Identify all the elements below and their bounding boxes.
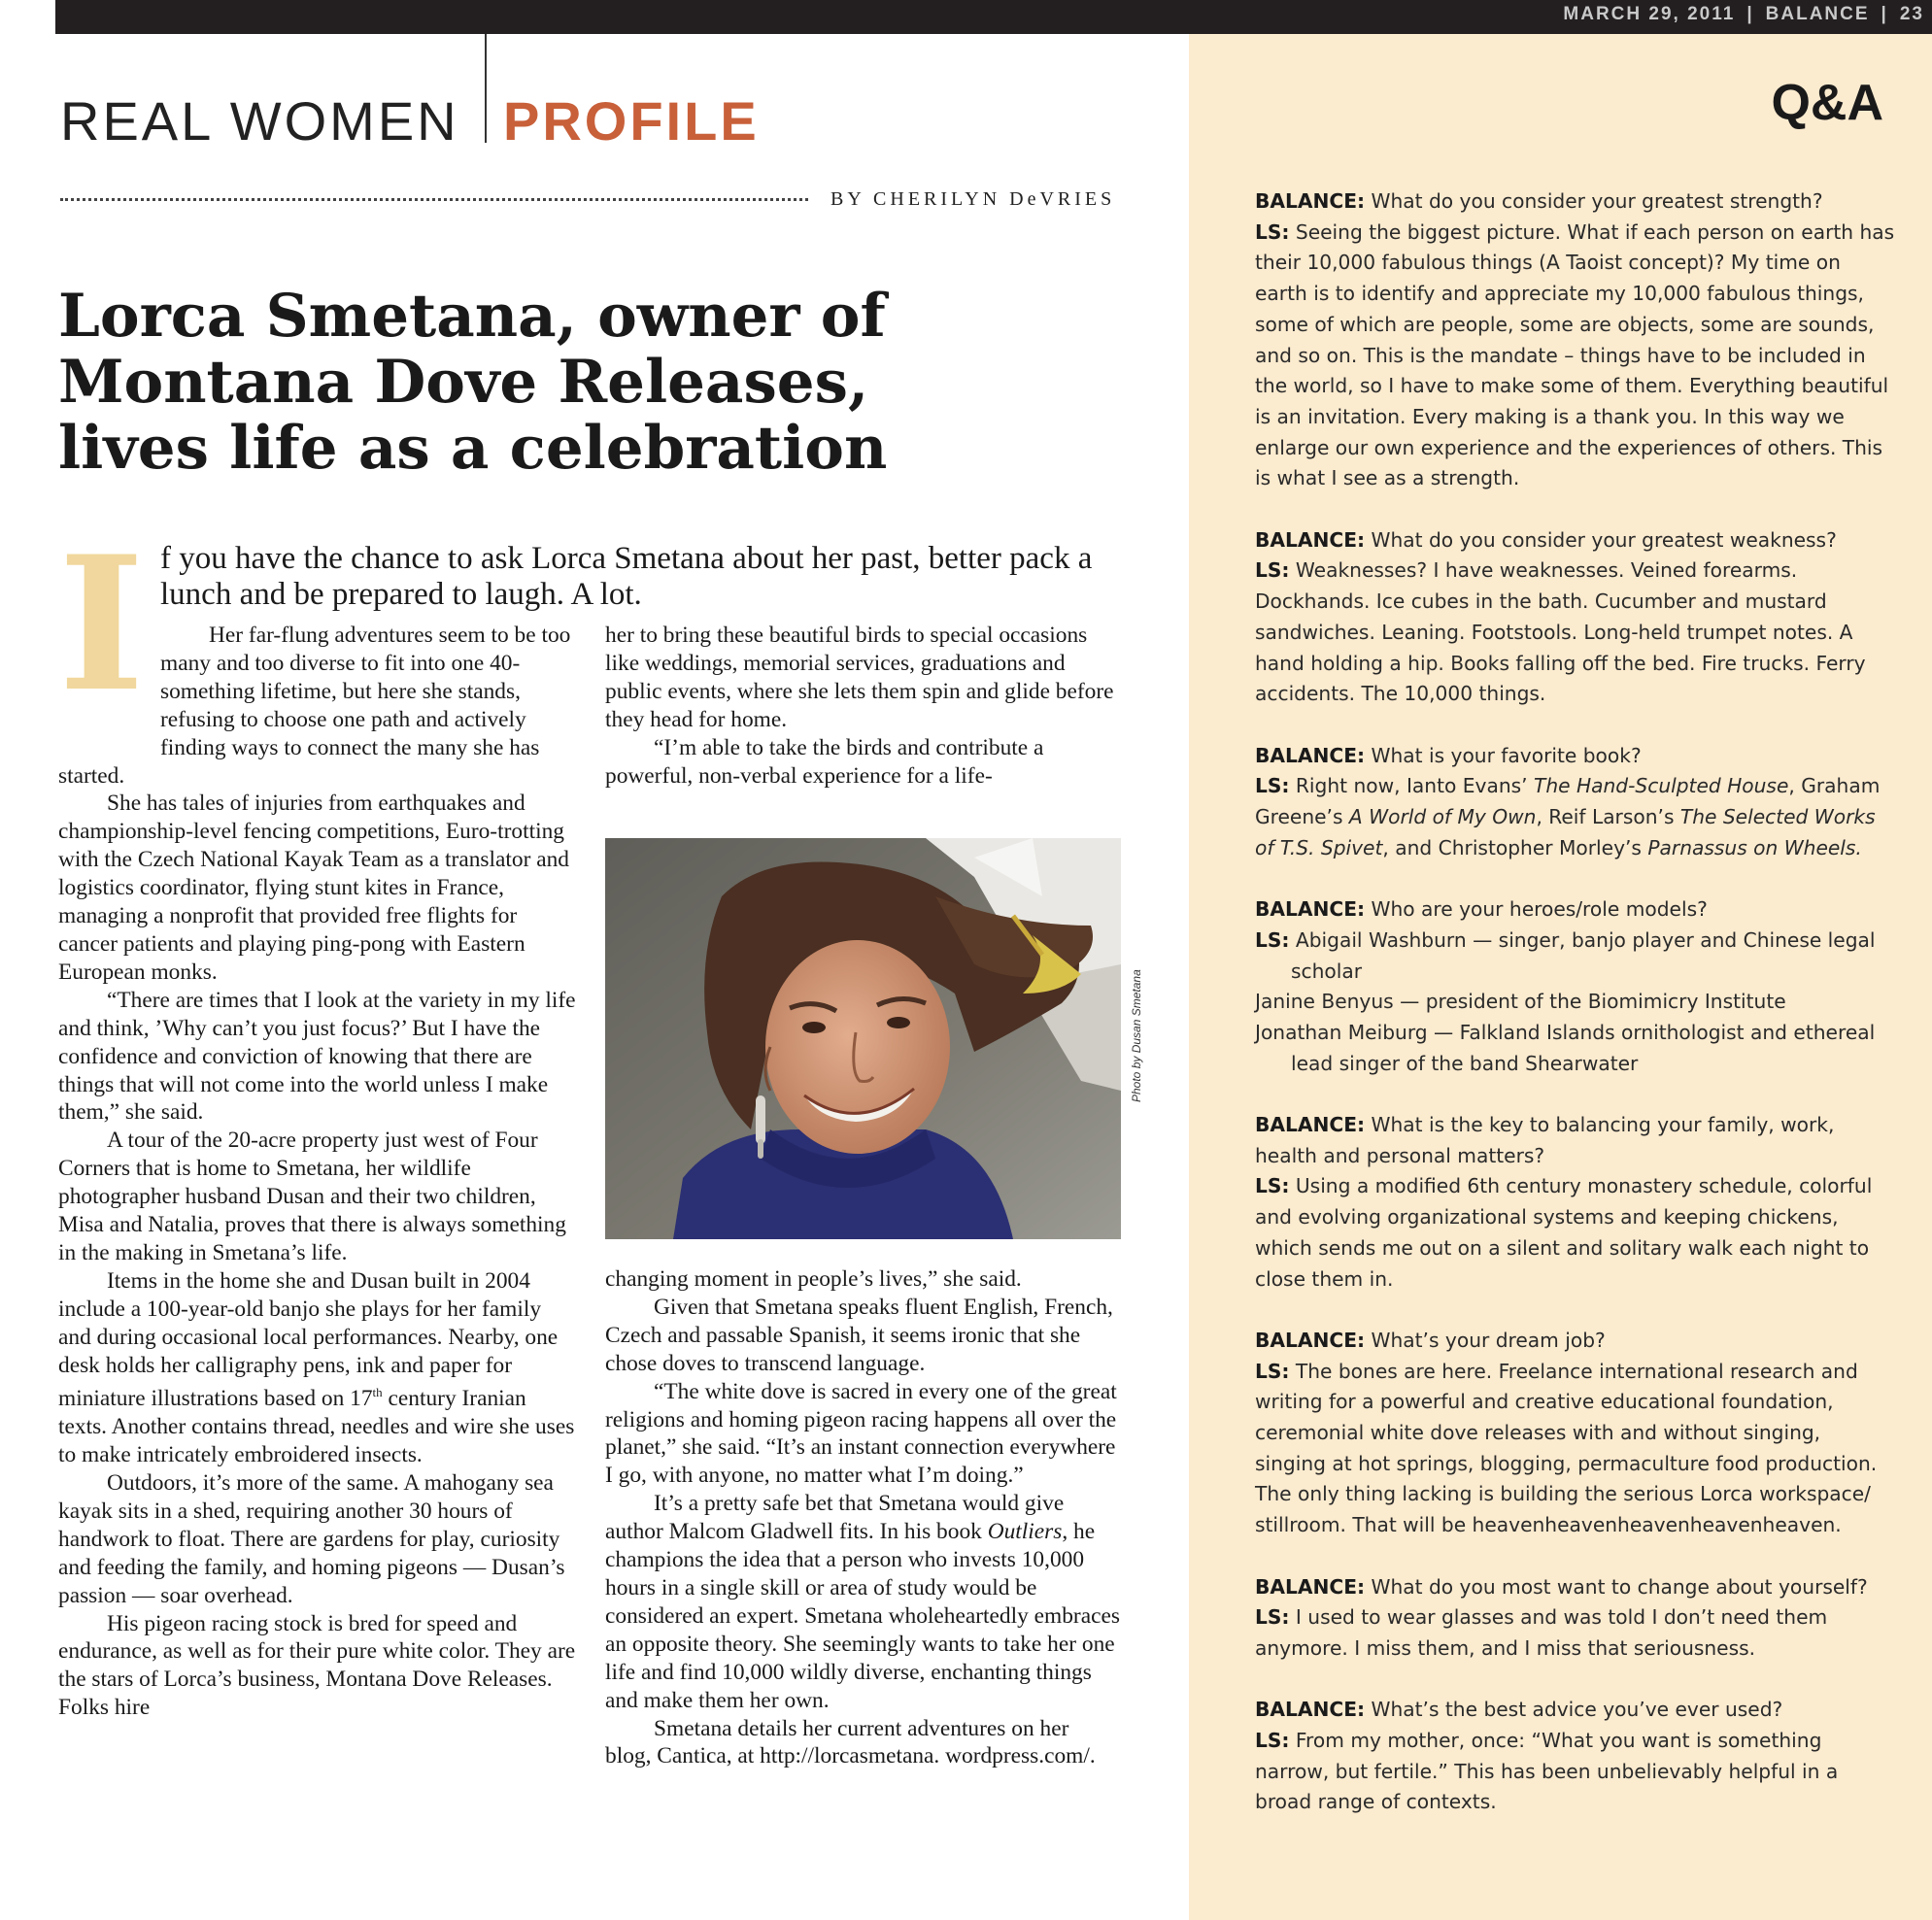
question-label: BALANCE:	[1255, 743, 1366, 767]
answer-text: , Reif Larson’s	[1536, 805, 1680, 829]
qa-answer	[1255, 771, 1896, 863]
article-paragraph: changing moment in people’s lives,” she said.	[605, 1266, 1022, 1292]
qa-answer	[1255, 218, 1896, 494]
qa-item	[1255, 186, 1896, 494]
question-text: What do you consider your greatest weakness?	[1371, 527, 1837, 552]
qa-question	[1255, 1695, 1896, 1726]
qa-list	[1255, 186, 1896, 1849]
drop-cap: I	[58, 516, 145, 732]
question-label: BALANCE:	[1255, 1328, 1366, 1352]
article-column-2-top	[605, 622, 1120, 790]
qa-question	[1255, 525, 1896, 556]
answer-label: LS:	[1255, 219, 1290, 244]
lede: f you have the chance to ask Lorca Smetana about her past, better pack a lunch and be prepared to laugh. A lot.	[160, 541, 1093, 612]
qa-answer	[1255, 1726, 1896, 1818]
article-paragraph: her to bring these beautiful birds to special occasions like weddings, memorial services, graduations and public events, where she lets them spin and glide before they head for home.	[605, 623, 1114, 732]
book-title: A World of My Own	[1348, 805, 1537, 829]
answer-label: LS:	[1255, 1729, 1290, 1753]
answer-text: The bones are here. Freelance international research and writing for a powerful and creative educational foundation, ceremonial white dove releases with and without singing, singing at hot springs, blogging, permaculture food production. The only thing lacking is building the serious Lorca workspace/ stillroom. That will be heavenheavenheavenheavenheaven.	[1255, 1359, 1878, 1537]
byline: BY CHERILYN DeVRIES	[830, 188, 1116, 210]
question-text: What’s the best advice you’ve ever used?	[1371, 1698, 1783, 1722]
article-paragraph: “There are times that I look at the variety in my life and think, ’Why can’t you just focus?’ But I have the confidence and conviction of knowing that there are things that will not come into the world unless I make them,” she said.	[58, 987, 576, 1126]
article-paragraph: She has tales of injuries from earthquakes and championship-level fencing competitions, Euro-trotting with the Czech National Kayak Team as a translator and logistics coordinator, flying stunt kites in France, managing a nonprofit that provided free flights for cancer patients and playing ping-pong with Eastern European monks.	[58, 791, 569, 985]
qa-answer	[1255, 1602, 1896, 1664]
question-text: What is the key to balancing your family, work, health and personal matters?	[1255, 1113, 1835, 1167]
article-column-2-bottom	[605, 1265, 1120, 1770]
article-paragraph: Smetana details her current adventures on her blog, Cantica, at http://lorcasmetana. wordpress.com/.	[605, 1715, 1096, 1769]
question-label: BALANCE:	[1255, 1698, 1366, 1722]
answer-text: Seeing the biggest picture. What if each person on earth has their 10,000 fabulous things (A Taoist concept)? My time on earth is to identify and appreciate my 10,000 fabulous things, some of which are people, some are objects, some are sounds, and so on. This is the mandate – things have to be included in the world, so I have to make some of them. Everything beautiful is an invitation. Every making is a thank you. In this way we enlarge our own experience and the experiences of others. This is what I see as a strength.	[1255, 219, 1895, 490]
page-number: 23	[1899, 4, 1924, 24]
question-label: BALANCE:	[1255, 897, 1366, 922]
question-label: BALANCE:	[1255, 1113, 1366, 1137]
qa-question	[1255, 186, 1896, 218]
qa-item	[1255, 1695, 1896, 1818]
qa-answer-line: Janine Benyus — president of the Biomimicry Institute	[1255, 990, 1786, 1014]
article-paragraph: “I’m able to take the birds and contribute a powerful, non-verbal experience for a life-	[605, 734, 1044, 789]
article-paragraph: Outdoors, it’s more of the same. A mahogany sea kayak sits in a shed, requiring another 30 hours of handwork to float. There are gardens for play, curiosity and feeding the family, and homing pigeons — Dusan’s passion — soar overhead.	[58, 1469, 565, 1608]
article-paragraph: Given that Smetana speaks fluent English, French, Czech and passable Spanish, it seems ironic that she chose doves to transcend language.	[605, 1294, 1113, 1376]
qa-item	[1255, 741, 1896, 864]
portrait-photo	[605, 838, 1121, 1239]
masthead-profile: PROFILE	[503, 90, 760, 152]
qa-item	[1255, 1572, 1896, 1665]
question-text: What do you most want to change about yourself?	[1371, 1574, 1868, 1599]
answer-label: LS:	[1255, 1359, 1290, 1383]
qa-item	[1255, 1110, 1896, 1295]
qa-question	[1255, 1572, 1896, 1603]
section-name: BALANCE	[1765, 4, 1870, 24]
answer-text: , and Christopher Morley’s	[1382, 835, 1648, 859]
article-paragraph: His pigeon racing stock is bred for speed and endurance, as well as for their pure white color. They are the stars of Lorca’s business, Montana Dove Releases. Folks hire	[58, 1610, 576, 1721]
masthead-divider	[485, 34, 487, 143]
text-run: Items in the home she and Dusan built in 2004 include a 100-year-old banjo she plays for her family and during occasional local performances. Nearby, one desk holds her calligraphy pens, ink and paper for miniature illustrations based on 17	[58, 1267, 559, 1412]
superscript: th	[372, 1385, 383, 1400]
qa-answer	[1255, 556, 1896, 710]
book-title: Outliers	[987, 1519, 1063, 1545]
text-run: It’s a pretty safe bet that Smetana would give author Malcom Gladwell fits. In his book	[605, 1491, 1065, 1545]
answer-label: LS:	[1255, 927, 1290, 952]
question-label: BALANCE:	[1255, 189, 1366, 213]
book-title: The Hand-Sculpted House	[1534, 774, 1789, 798]
book-title: The Selected Works of T.S. Spivet	[1255, 805, 1876, 859]
question-text: What’s your dream job?	[1371, 1328, 1606, 1352]
qa-question	[1255, 741, 1896, 772]
answer-text: , Graham Greene’s	[1255, 774, 1881, 829]
article-paragraph	[605, 1490, 1120, 1714]
qa-answer	[1255, 926, 1896, 987]
book-title: Parnassus on Wheels.	[1647, 835, 1862, 859]
qa-question	[1255, 1326, 1896, 1357]
answer-text: From my mother, once: “What you want is something narrow, but fertile.” This has been unbelievably helpful in a broad range of contexts.	[1255, 1729, 1839, 1814]
qa-answer-line: Jonathan Meiburg — Falkland Islands ornithologist and ethereal lead singer of the band Shearwater	[1255, 1020, 1876, 1075]
question-text: Who are your heroes/role models?	[1371, 897, 1708, 922]
article-paragraph: A tour of the 20-acre property just west of Four Corners that is home to Smetana, her wildlife photographer husband Dusan and their two children, Misa and Natalia, proves that there is always something in the making in Smetana’s life.	[58, 1128, 566, 1265]
qa-answer	[1255, 1357, 1896, 1541]
answer-text: I used to wear glasses and was told I don’t need them anymore. I miss them, and I miss that seriousness.	[1255, 1605, 1828, 1660]
qa-question	[1255, 894, 1896, 926]
page-meta	[1563, 4, 1924, 25]
dotted-rule	[60, 198, 808, 201]
article-paragraph: “The white dove is sacred in every one of the great religions and homing pigeon racing happens all over the planet,” she said. “It’s an instant connection everywhere I go, with anyone, no matter what I’m doing.”	[605, 1378, 1117, 1489]
answer-text: Abigail Washburn — singer, banjo player and Chinese legal scholar	[1291, 927, 1876, 983]
answer-label: LS:	[1255, 1605, 1290, 1630]
article-column-1	[58, 622, 578, 1722]
issue-date: MARCH 29, 2011	[1563, 4, 1736, 24]
answer-label: LS:	[1255, 1174, 1290, 1198]
headline: Lorca Smetana, owner of Montana Dove Releases, lives life as a celebration	[58, 282, 888, 483]
text-run: century Iranian texts. Another contains thread, needles and wire she uses to make intricately embroidered insects.	[58, 1386, 575, 1468]
dropcap-wrap-space	[58, 622, 160, 735]
meta-separator: |	[1881, 4, 1888, 24]
article-paragraph	[58, 1267, 578, 1469]
photo-credit: Photo by Dusan Smetana	[1130, 969, 1143, 1102]
question-text: What do you consider your greatest strength?	[1371, 189, 1823, 213]
meta-separator: |	[1746, 4, 1754, 24]
qa-question	[1255, 1110, 1896, 1171]
qa-item	[1255, 1326, 1896, 1541]
question-label: BALANCE:	[1255, 527, 1366, 552]
qa-answer	[1255, 1171, 1896, 1295]
article-paragraph: Her far-flung adventures seem to be too many and too diverse to fit into one 40-something lifetime, but here she stands, refusing to choose one path and actively finding ways to connect the many she has started.	[58, 623, 571, 789]
qa-title: Q&A	[1771, 75, 1883, 131]
answer-text: Right now, Ianto Evans’	[1295, 774, 1534, 798]
answer-text: Using a modified 6th century monastery schedule, colorful and evolving organizational systems and keeping chickens, which sends me out on a silent and solitary walk each night to close them in.	[1255, 1174, 1873, 1291]
text-run: , he champions the idea that a person who invests 10,000 hours in a single skill or area of study would be considered an expert. Smetana wholeheartedly embraces an opposite theory. She seemingly wants to take her one life and find 10,000 wildly diverse, enchanting things and make them her own.	[605, 1519, 1120, 1713]
top-bar	[55, 0, 1932, 34]
answer-label: LS:	[1255, 774, 1290, 798]
qa-item	[1255, 525, 1896, 710]
answer-label: LS:	[1255, 558, 1290, 583]
portrait-illustration	[605, 838, 1121, 1239]
answer-text: Weaknesses? I have weaknesses. Veined forearms. Dockhands. Ice cubes in the bath. Cucumber and mustard sandwiches. Leaning. Footstools. Long-held trumpet notes. A hand holding a hip. Books falling off the bed. Fire trucks. Ferry accidents. The 10,000 things.	[1255, 558, 1866, 706]
question-label: BALANCE:	[1255, 1574, 1366, 1599]
question-text: What is your favorite book?	[1371, 743, 1642, 767]
masthead-real-women: REAL WOMEN	[60, 90, 459, 152]
qa-item	[1255, 894, 1896, 1079]
